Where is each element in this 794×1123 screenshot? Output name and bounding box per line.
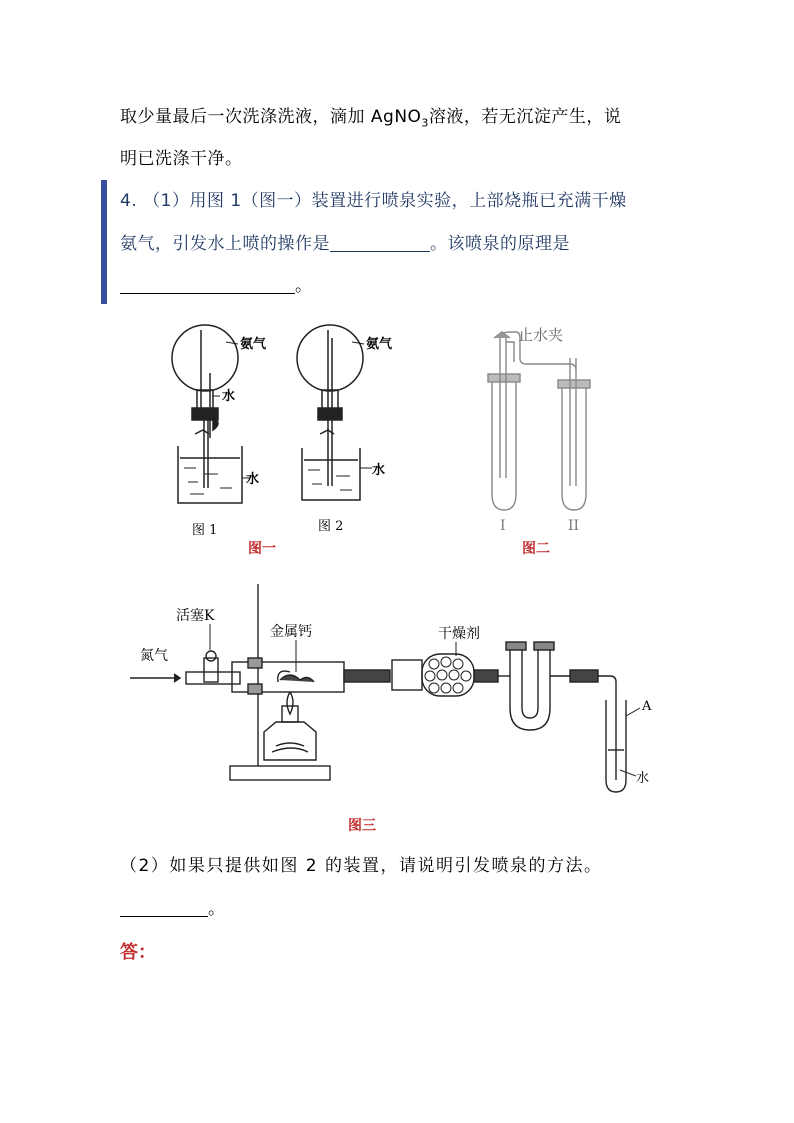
figure-3-diagram	[130, 580, 670, 840]
label-water-3: 水	[636, 771, 650, 786]
q4-part2-line1: （2）如果只提供如图 2 的装置，请说明引发喷泉的方法。	[120, 856, 603, 876]
label-ammonia-2: 氨气	[366, 337, 393, 352]
flask-1	[172, 325, 242, 503]
label-water-beaker-1: 水	[246, 472, 260, 487]
label-a: A	[642, 699, 652, 714]
label-ammonia-1: 氨气	[240, 337, 267, 352]
q4-text-2a: 氨气，引发水上喷的操作是	[120, 234, 330, 254]
q4-line2	[120, 233, 570, 255]
q4-line1	[120, 190, 627, 212]
q4-part2-end: 。	[208, 899, 226, 919]
q4-part2-line2	[120, 898, 226, 920]
para1-line1	[120, 106, 621, 134]
caption-figure-1-group: 图一	[248, 541, 276, 557]
desiccant-balls	[425, 657, 471, 693]
label-desiccant: 干燥剂	[438, 626, 480, 642]
q4-text-2b: 。该喷泉的原理是	[430, 234, 570, 254]
answer-blank-2[interactable]	[120, 293, 295, 294]
quote-bar	[101, 180, 107, 304]
caption-fig-1: 图 1	[192, 523, 218, 538]
label-clamp: 止水夹	[518, 326, 564, 344]
q4-number: 4.	[120, 191, 138, 211]
answer-blank-3[interactable]	[120, 916, 208, 917]
para1-subscript: 3	[421, 116, 429, 130]
q4-line3	[120, 275, 313, 297]
label-tube-1: I	[500, 518, 506, 534]
label-tube-2: II	[568, 518, 580, 534]
para1-text-a: 取少量最后一次洗涤洗液，滴加 AgNO	[120, 107, 422, 127]
caption-figure-2: 图二	[522, 541, 550, 557]
flask-2	[297, 325, 363, 500]
answer-blank-1[interactable]	[330, 251, 430, 252]
figure-2-diagram	[470, 318, 620, 558]
label-water-beaker-2: 水	[372, 463, 386, 478]
para1-line2: 明已洗涤干净。	[120, 149, 243, 169]
figure-1-diagram	[160, 318, 430, 558]
label-calcium: 金属钙	[270, 624, 312, 640]
label-water-top: 水	[222, 389, 236, 404]
label-stopcock: 活塞K	[176, 608, 215, 624]
caption-figure-3: 图三	[348, 818, 376, 834]
caption-fig-2: 图 2	[318, 519, 344, 534]
label-gas: 氮气	[140, 648, 168, 664]
q4-text-1: （1）用图 1（图一）装置进行喷泉实验，上部烧瓶已充满干燥	[143, 191, 627, 211]
answer-label: 答：	[120, 942, 156, 963]
para1-text-b: 溶液，若无沉淀产生，说	[428, 107, 622, 127]
q4-line3-end: 。	[295, 276, 313, 296]
